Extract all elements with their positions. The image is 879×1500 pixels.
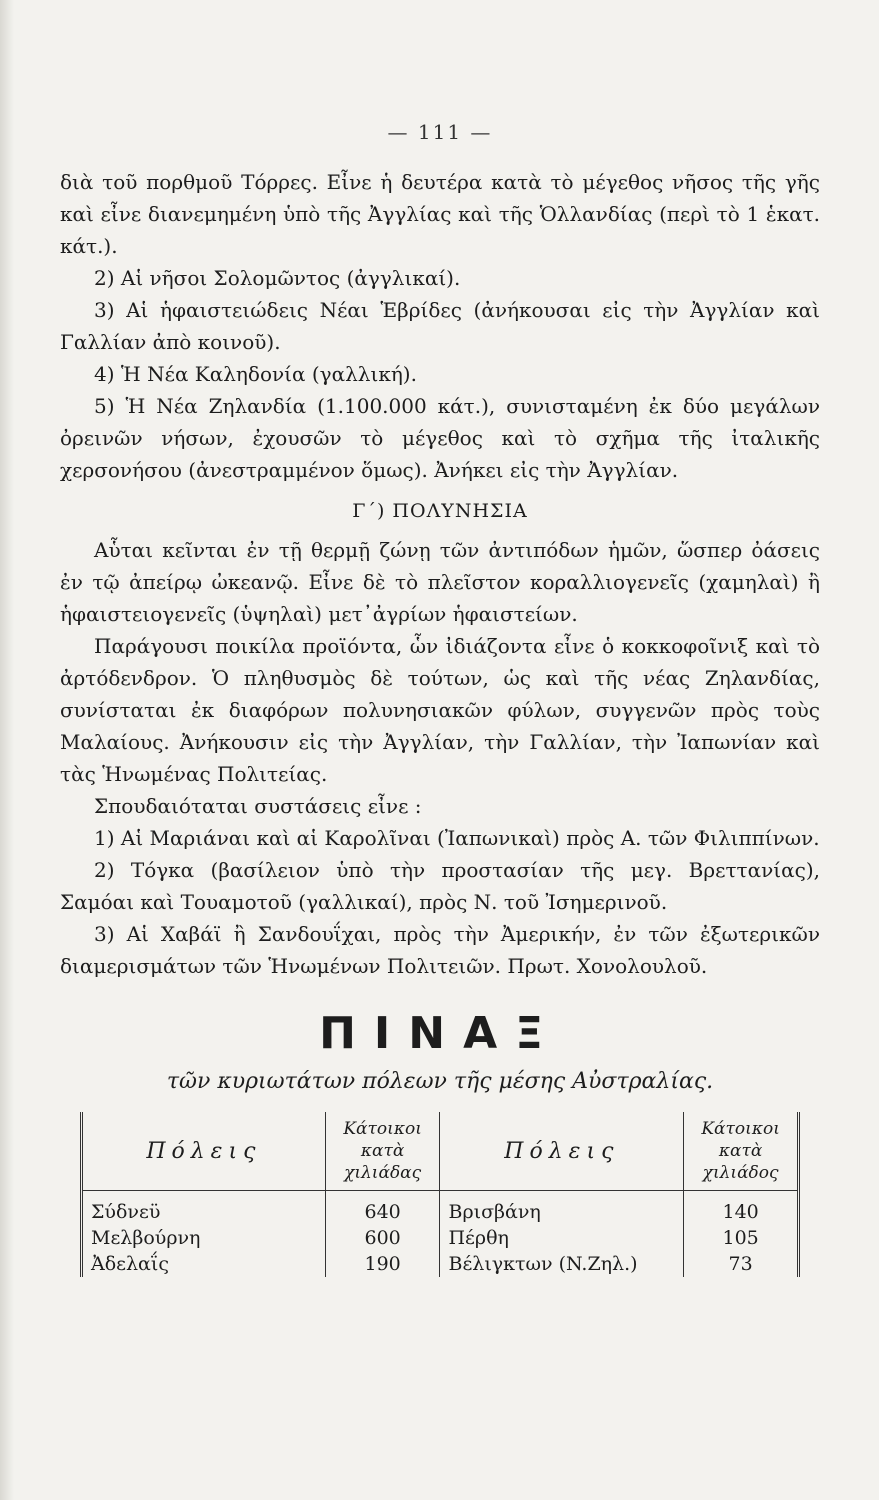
table-title: ΠΙΝΑΞ: [319, 1008, 561, 1059]
item-solomon-islands: 2) Αἱ νῆσοι Σολομῶντος (ἀγγλικαί).: [94, 266, 461, 290]
population-right: 105: [684, 1225, 799, 1251]
table-subtitle: τῶν κυριωτάτων πόλεων τῆς μέσης Αὐστραλίας.: [166, 1069, 714, 1094]
page-number: — 111 —: [387, 120, 493, 144]
paragraph-polynesia-products: Παράγουσι ποικίλα προϊόντα, ὧν ἰδιάζοντα εἶνε ὁ κοκκοφοῖνιξ καὶ τὸ ἀρτόδενδρον. Ὁ πληθυσμὸς δὲ τούτων, ὡς καὶ τῆς νέας Ζηλανδίας, συνίσταται ἐκ διαφόρων πολυνησιακῶν φύλων, συγγενῶν πρὸς τοὺς Μαλαίους. Ἀνήκουσιν εἰς τὴν Ἀγγλίαν, τὴν Γαλλίαν, τὴν Ἰαπωνίαν καὶ τὰς Ἡνωμένας Πολιτείας.: [60, 634, 820, 786]
item-new-zealand: 5) Ἡ Νέα Ζηλανδία (1.100.000 κάτ.), συνισταμένη ἐκ δύο μεγάλων ὀρεινῶν νήσων, ἐχουσῶν τὸ μέγεθος καὶ τὸ σχῆμα τῆς ἰταλικῆς χερσονήσου (ἀνεστραμμένον ὅμως). Ἀνήκει εἰς τὴν Ἀγγλίαν.: [60, 394, 820, 482]
population-right: 73: [684, 1251, 799, 1277]
population-left: 640: [325, 1191, 440, 1226]
header-population-right: Κάτοικοι κατὰ χιλιάδος: [684, 1112, 799, 1191]
section-heading-polynesia: Γ´) ΠΟΛΥΝΗΣΙΑ: [352, 500, 528, 522]
paragraph-polynesia-intro: Αὗται κεῖνται ἐν τῇ θερμῇ ζώνῃ τῶν ἀντιπόδων ἡμῶν, ὥσπερ ὀάσεις ἐν τῷ ἀπείρῳ ὠκεανῷ. Εἶνε δὲ τὸ πλεῖστον κοραλλιογενεῖς (χαμηλαὶ) ἢ ἡφαιστειογενεῖς (ὑψηλαὶ) μετ᾽ἀγρίων ἡφαιστείων.: [60, 538, 820, 626]
book-page: [60, 120, 820, 1277]
city-left: Σύδνεϋ: [91, 1201, 161, 1223]
paragraph-groups-intro: Σπουδαιόταται συστάσεις εἶνε :: [94, 794, 422, 818]
page-edge-shadow: [0, 0, 14, 1500]
city-right: Βέλιγκτων (N.Ζηλ.): [448, 1253, 638, 1275]
population-right: 140: [684, 1191, 799, 1226]
city-right: Βρισβάνη: [448, 1201, 541, 1223]
table-row: [82, 1225, 799, 1251]
header-cities-left: Πόλεις: [82, 1112, 326, 1191]
city-left: Ἀδελαΐς: [91, 1253, 169, 1275]
header-cities-right: Πόλεις: [440, 1112, 684, 1191]
item-marianas-carolines: 1) Αἱ Μαριάναι καὶ αἱ Καρολῖναι (Ἰαπωνικαὶ) πρὸς Α. τῶν Φιλιππίνων.: [94, 826, 820, 850]
city-right: Πέρθη: [448, 1227, 509, 1249]
header-population-left: Κάτοικοι κατὰ χιλιάδας: [325, 1112, 440, 1191]
city-left: Μελβούρνη: [91, 1227, 201, 1249]
item-new-hebrides: 3) Αἱ ἡφαιστειώδεις Νέαι Ἑβρίδες (ἀνήκουσαι εἰς τὴν Ἀγγλίαν καὶ Γαλλίαν ἀπὸ κοινοῦ).: [60, 298, 820, 354]
cities-table: [80, 1112, 800, 1277]
table-row: [82, 1251, 799, 1277]
population-left: 190: [325, 1251, 440, 1277]
paragraph-torres: διὰ τοῦ πορθμοῦ Τόρρες. Εἶνε ἡ δευτέρα κατὰ τὸ μέγεθος νῆσος τῆς γῆς καὶ εἶνε διανεμημένη ὑπὸ τῆς Ἀγγλίας καὶ τῆς Ὁλλανδίας (περὶ τὸ 1 ἑκατ. κάτ.).: [60, 170, 820, 258]
item-tonga-samoa: 2) Τόγκα (βασίλειον ὑπὸ τὴν προστασίαν τῆς μεγ. Βρεττανίας), Σαμόαι καὶ Τουαμοτοῦ (γαλλικαί), πρὸς Ν. τοῦ Ἰσημερινοῦ.: [60, 858, 820, 914]
item-hawaii: 3) Αἱ Χαβάϊ ἢ Σανδουΐχαι, πρὸς τὴν Ἀμερικήν, ἐν τῶν ἐξωτερικῶν διαμερισμάτων τῶν Ἡνωμένων Πολιτειῶν. Πρωτ. Χονολουλοῦ.: [60, 922, 820, 978]
item-new-caledonia: 4) Ἡ Νέα Καληδονία (γαλλική).: [94, 362, 417, 386]
table-row: [82, 1191, 799, 1226]
population-left: 600: [325, 1225, 440, 1251]
